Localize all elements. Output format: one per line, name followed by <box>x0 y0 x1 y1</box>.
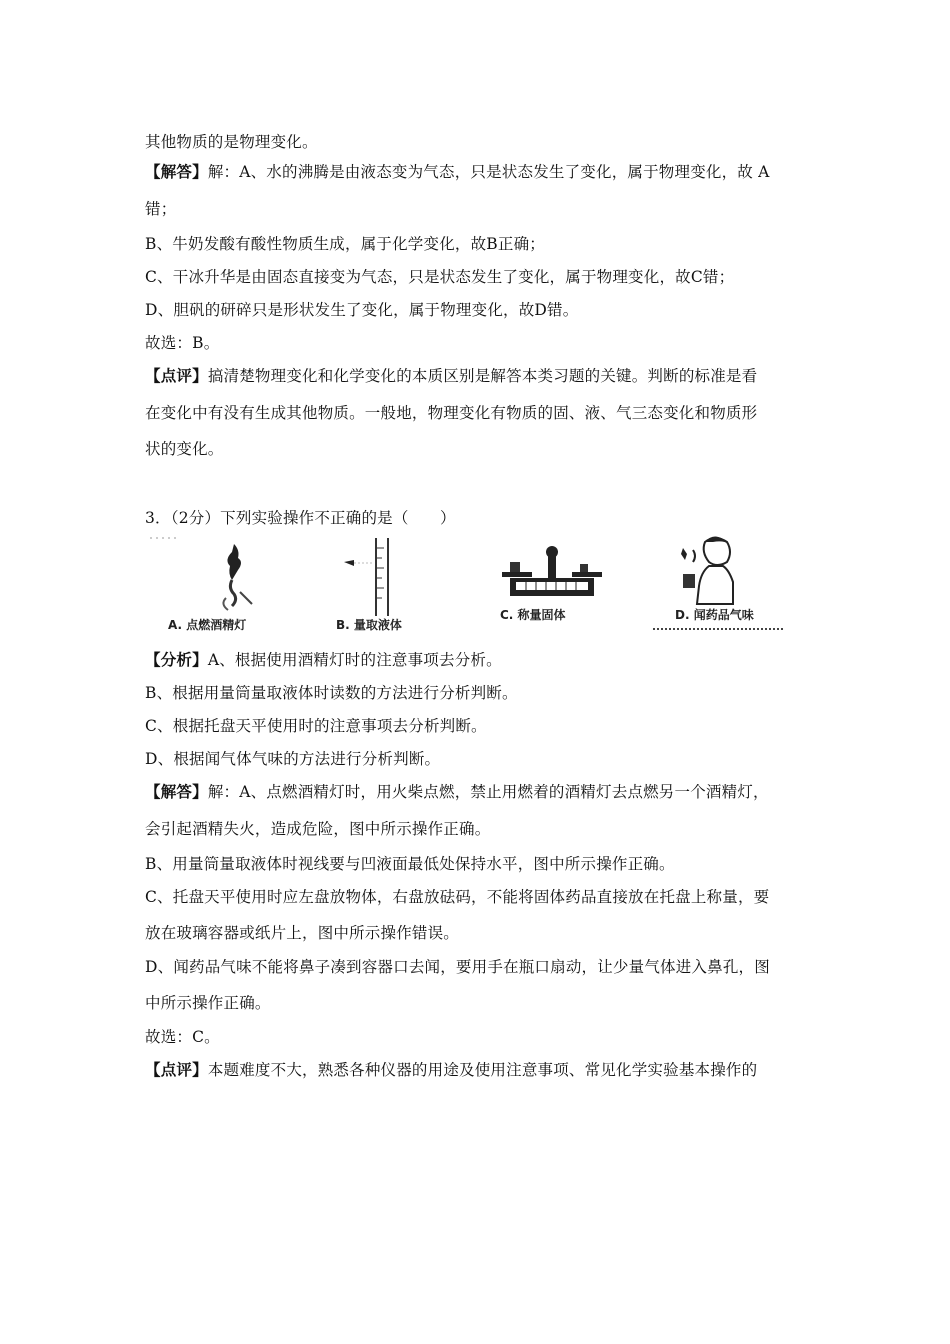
text-line: 错； <box>145 200 177 218</box>
text-line: 【分析】A、根据使用酒精灯时的注意事项去分析。 <box>145 650 502 669</box>
text-line: 【点评】本题难度不大，熟悉各种仪器的用途及使用注意事项、常见化学实验基本操作的 <box>145 1060 758 1079</box>
person-smelling-icon <box>653 532 788 616</box>
text-line: C、根据托盘天平使用时的注意事项去分析判断。 <box>145 717 487 735</box>
text-line: 状的变化。 <box>145 440 224 458</box>
text-line: D、根据闻气体气味的方法进行分析判断。 <box>145 750 441 768</box>
balance-icon <box>496 532 616 616</box>
graduated-cylinder-icon <box>328 532 448 616</box>
text-line: 在变化中有没有生成其他物质。一般地，物理变化有物质的固、液、气三态变化和物质形 <box>145 404 758 422</box>
text-line: D、闻药品气味不能将鼻子凑到容器口去闻，要用手在瓶口扇动，让少量气体进入鼻孔，图 <box>145 958 770 976</box>
text-line: 【解答】解：A、点燃酒精灯时，用火柴点燃，禁止用燃着的酒精灯去点燃另一个酒精灯， <box>145 782 769 801</box>
text-line: B、牛奶发酸有酸性物质生成，属于化学变化，故B正确； <box>145 235 545 253</box>
text-line: D、胆矾的研碎只是形状发生了变化，属于物理变化，故D错。 <box>145 301 579 319</box>
experiment-figures <box>148 532 788 634</box>
figure-graduated-cylinder <box>328 532 448 632</box>
text-line: 会引起酒精失火，造成危险，图中所示操作正确。 <box>145 820 491 838</box>
text-line: B、根据用量筒量取液体时读数的方法进行分析判断。 <box>145 684 518 702</box>
figure-caption-c: C. 称量固体 <box>500 608 566 622</box>
text-line: 放在玻璃容器或纸片上，图中所示操作错误。 <box>145 924 460 942</box>
figure-balance <box>496 532 616 632</box>
dotted-divider <box>653 628 783 630</box>
text-line: 中所示操作正确。 <box>145 994 271 1012</box>
alcohol-lamp-icon <box>148 532 278 616</box>
text-line: C、托盘天平使用时应左盘放物体，右盘放砝码，不能将固体药品直接放在托盘上称量，要 <box>145 888 770 906</box>
text-line: 其他物质的是物理变化。 <box>145 133 318 151</box>
figure-alcohol-lamp <box>148 532 278 632</box>
text-line: 【解答】解：A、水的沸腾是由液态变为气态，只是状态发生了变化，属于物理变化，故 A <box>145 162 770 181</box>
figure-caption-a: A. 点燃酒精灯 <box>168 618 247 632</box>
text-line: 故选：C。 <box>145 1028 220 1046</box>
question-title: 3．（2分）下列实验操作不正确的是（ ） <box>145 509 456 527</box>
text-line: C、干冰升华是由固态直接变为气态，只是状态发生了变化，属于物理变化，故C错； <box>145 268 735 286</box>
figure-smelling <box>653 532 788 632</box>
figure-caption-b: B. 量取液体 <box>336 618 402 632</box>
text-line: B、用量筒量取液体时视线要与凹液面最低处保持水平，图中所示操作正确。 <box>145 855 675 873</box>
text-line: 【点评】搞清楚物理变化和化学变化的本质区别是解答本类习题的关键。判断的标准是看 <box>145 366 758 385</box>
text-line: 故选：B。 <box>145 334 220 352</box>
figure-caption-d: D. 闻药品气味 <box>675 608 754 622</box>
